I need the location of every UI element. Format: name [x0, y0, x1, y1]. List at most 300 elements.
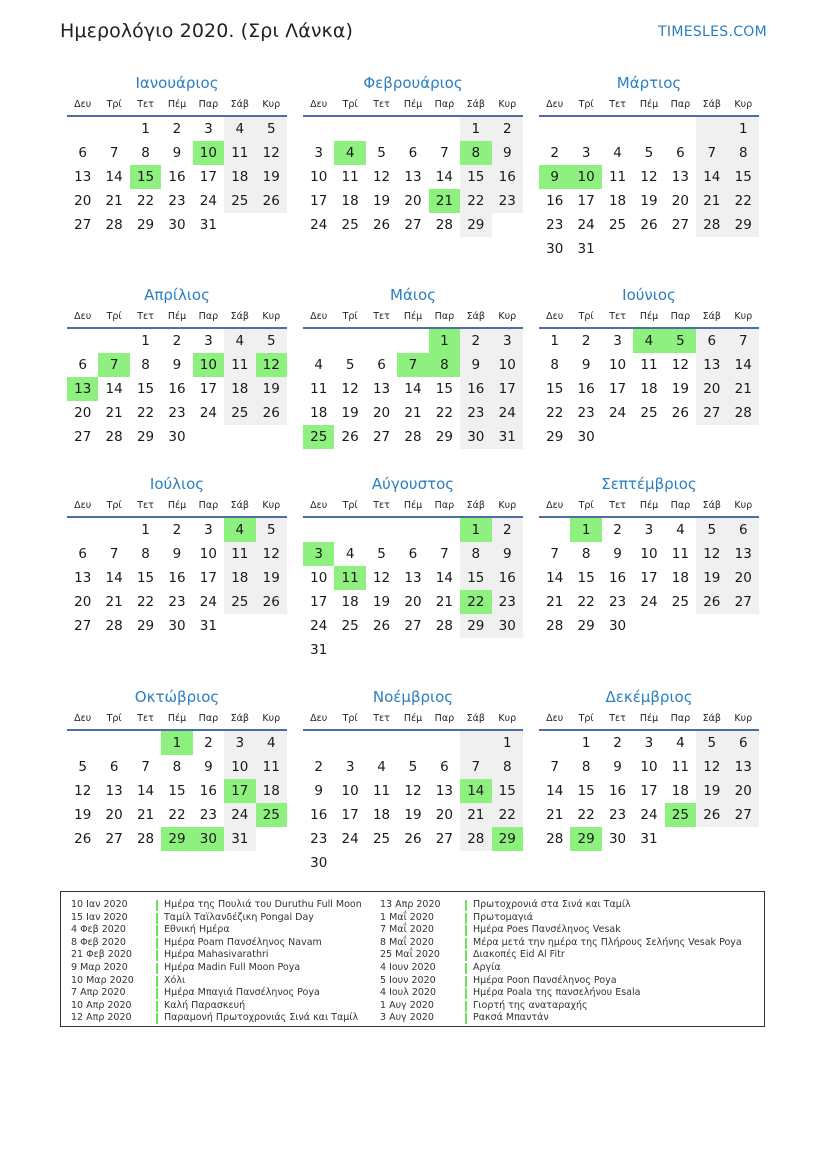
day-cell: 2: [172, 121, 182, 137]
holiday-date: 9 Μαρ 2020: [71, 961, 128, 973]
holiday-name: Ημέρα της Πουλιά του Duruthu Full Moon: [164, 899, 362, 910]
day-cell: 28: [435, 618, 453, 634]
month-calendar: [303, 72, 523, 237]
weekday-label: Σάβ: [230, 311, 249, 322]
weekday-label: Παρ: [670, 311, 691, 322]
day-cell: 2: [550, 145, 559, 161]
day-cell: 27: [105, 831, 123, 847]
holiday-date: 10 Ιαν 2020: [71, 899, 128, 910]
holiday-day-cell: 29: [161, 827, 192, 851]
day-cell: 17: [310, 594, 328, 610]
empty-cell: [397, 518, 428, 542]
empty-cell: [696, 117, 727, 141]
holiday-day-cell: 13: [67, 377, 98, 401]
holiday-day-cell: 15: [130, 165, 161, 189]
weekday-label: Σάβ: [230, 713, 249, 724]
day-cell: 27: [74, 429, 92, 445]
day-cell: 22: [728, 189, 759, 213]
month-name: Μάρτιος: [616, 74, 682, 92]
day-cell: 7: [696, 141, 727, 165]
weekday-label: Δευ: [310, 713, 328, 724]
day-cell: 14: [105, 169, 123, 185]
holiday-date: 13 Απρ 2020: [380, 899, 441, 910]
day-cell: 30: [608, 618, 627, 634]
weekday-label: Κυρ: [498, 311, 517, 322]
empty-cell: [334, 117, 365, 141]
day-cell: 10: [608, 357, 627, 373]
empty-cell: [303, 117, 334, 141]
holiday-day-cell: 1: [429, 329, 460, 353]
month-name: Ιούλιος: [149, 475, 205, 493]
empty-cell: [460, 731, 491, 755]
day-grid: [303, 329, 523, 449]
weekday-label: Τετ: [373, 713, 390, 724]
holiday-column-left: [71, 899, 362, 1025]
holiday-name: Γιορτή της αναταραχής: [473, 999, 588, 1011]
holiday-marker: [465, 938, 467, 949]
day-cell: 3: [644, 735, 654, 751]
holiday-date: 10 Απρ 2020: [71, 999, 132, 1011]
day-cell: 12: [696, 755, 727, 779]
day-cell: 25: [341, 618, 359, 634]
weekday-label: Τετ: [137, 311, 154, 322]
day-cell: 12: [256, 141, 287, 165]
day-cell: 3: [204, 333, 213, 349]
day-cell: 14: [546, 570, 564, 586]
day-cell: 1: [492, 731, 523, 755]
day-cell: 27: [372, 429, 391, 445]
day-cell: 23: [492, 189, 523, 213]
day-cell: 1: [141, 121, 150, 137]
holiday-day-cell: 10: [193, 141, 224, 165]
weekday-label: Κυρ: [262, 713, 281, 724]
day-cell: 5: [256, 518, 287, 542]
day-cell: 6: [78, 357, 87, 373]
day-cell: 3: [613, 333, 622, 349]
day-cell: 26: [372, 618, 391, 634]
day-cell: 12: [256, 542, 287, 566]
day-cell: 23: [199, 807, 217, 823]
holiday-day-cell: 22: [460, 590, 491, 614]
day-cell: 17: [341, 807, 359, 823]
holiday-row: [71, 937, 362, 950]
month-name: Σεπτέμβριος: [601, 475, 697, 493]
day-cell: 31: [640, 831, 658, 847]
day-cell: 20: [728, 566, 759, 590]
weekday-header: [67, 307, 287, 329]
holiday-day-cell: 3: [303, 542, 334, 566]
brand-link[interactable]: TIMESLES.COM: [658, 24, 767, 40]
day-cell: 31: [310, 642, 328, 658]
day-cell: 20: [696, 377, 727, 401]
holiday-list: [60, 891, 765, 1027]
day-cell: 6: [696, 329, 727, 353]
holiday-marker: [156, 988, 158, 999]
day-cell: 27: [404, 618, 422, 634]
day-cell: 25: [224, 590, 255, 614]
day-cell: 19: [696, 566, 727, 590]
weekday-label: Δευ: [74, 311, 92, 322]
day-cell: 26: [404, 831, 422, 847]
holiday-date: 15 Ιαν 2020: [71, 911, 128, 923]
holiday-row: [380, 924, 742, 937]
holiday-row: [71, 1012, 362, 1025]
day-cell: 28: [696, 213, 727, 237]
day-cell: 17: [199, 570, 217, 586]
day-cell: 27: [671, 217, 689, 233]
day-cell: 9: [613, 759, 622, 775]
day-cell: 28: [435, 217, 453, 233]
day-cell: 21: [546, 807, 564, 823]
day-cell: 3: [204, 121, 213, 137]
holiday-name: Ημέρα Madin Full Moon Poya: [164, 961, 301, 973]
weekday-label: Σάβ: [230, 500, 249, 511]
day-cell: 10: [310, 169, 328, 185]
weekday-header: [539, 709, 759, 731]
weekday-label: Δευ: [74, 500, 92, 511]
day-grid: [67, 731, 287, 851]
weekday-label: Δευ: [74, 99, 92, 110]
holiday-name: Πρωτομαγιά: [473, 911, 534, 923]
month-calendar: [67, 72, 287, 237]
weekday-header: [539, 95, 759, 117]
day-cell: 7: [728, 329, 759, 353]
day-cell: 16: [168, 381, 186, 397]
weekday-label: Παρ: [670, 99, 691, 110]
day-cell: 6: [728, 518, 759, 542]
empty-cell: [334, 731, 365, 755]
day-cell: 20: [435, 807, 453, 823]
day-cell: 16: [199, 783, 217, 799]
empty-cell: [98, 117, 129, 141]
day-cell: 6: [78, 546, 87, 562]
weekday-header: [67, 496, 287, 518]
day-cell: 7: [550, 759, 559, 775]
holiday-date: 4 Φεβ 2020: [71, 924, 126, 936]
month-name: Μάιος: [390, 286, 436, 304]
day-cell: 17: [640, 783, 658, 799]
day-cell: 31: [492, 425, 523, 449]
holiday-date: 1 Μαΐ 2020: [380, 911, 434, 923]
day-cell: 21: [696, 189, 727, 213]
day-cell: 12: [341, 381, 359, 397]
day-cell: 4: [377, 759, 386, 775]
day-cell: 19: [74, 807, 92, 823]
empty-cell: [602, 117, 633, 141]
holiday-marker: [465, 950, 467, 961]
day-cell: 31: [224, 827, 255, 851]
day-cell: 28: [546, 831, 564, 847]
holiday-marker: [156, 900, 158, 911]
weekday-label: Πέμ: [403, 500, 423, 511]
holiday-name: Παραμονή Πρωτοχρονιάς Σινά και Ταμίλ: [164, 1012, 359, 1024]
holiday-date: 12 Απρ 2020: [71, 1012, 132, 1024]
day-cell: 28: [404, 429, 422, 445]
day-cell: 11: [372, 783, 391, 799]
day-grid: [539, 731, 759, 851]
day-cell: 23: [310, 831, 328, 847]
day-cell: 13: [404, 570, 422, 586]
day-cell: 27: [728, 590, 759, 614]
empty-cell: [303, 731, 334, 755]
day-cell: 20: [728, 779, 759, 803]
day-grid: [539, 518, 759, 638]
weekday-label: Σάβ: [466, 500, 485, 511]
weekday-label: Πέμ: [403, 713, 423, 724]
day-cell: 2: [172, 333, 182, 349]
day-cell: 5: [696, 731, 727, 755]
empty-cell: [539, 518, 570, 542]
day-cell: 21: [546, 594, 564, 610]
weekday-header: [539, 496, 759, 518]
day-cell: 28: [546, 618, 564, 634]
empty-cell: [397, 117, 428, 141]
holiday-row: [71, 987, 362, 1000]
day-cell: 3: [314, 145, 323, 161]
weekday-label: Σάβ: [702, 311, 721, 322]
day-cell: 23: [546, 217, 564, 233]
holiday-name: Ημέρα Poon Πανσέληνος Poya: [473, 974, 617, 986]
day-cell: 6: [377, 357, 386, 373]
day-cell: 4: [676, 735, 685, 751]
day-cell: 23: [608, 807, 627, 823]
day-cell: 18: [224, 165, 255, 189]
day-cell: 26: [256, 401, 287, 425]
holiday-day-cell: 8: [460, 141, 491, 165]
weekday-label: Παρ: [198, 99, 219, 110]
empty-cell: [366, 329, 397, 353]
day-cell: 7: [141, 759, 150, 775]
empty-cell: [98, 518, 129, 542]
day-cell: 16: [492, 566, 523, 590]
day-cell: 23: [577, 405, 595, 421]
day-cell: 3: [224, 731, 255, 755]
holiday-day-cell: 1: [570, 518, 601, 542]
empty-cell: [303, 329, 334, 353]
holiday-marker: [465, 1013, 467, 1024]
day-cell: 30: [168, 618, 186, 634]
day-cell: 8: [728, 141, 759, 165]
day-cell: 17: [640, 570, 658, 586]
holiday-row: [71, 924, 362, 937]
day-cell: 26: [74, 831, 92, 847]
day-cell: 24: [310, 618, 328, 634]
day-cell: 3: [644, 522, 654, 538]
month-name: Νοέμβριος: [372, 688, 454, 706]
empty-cell: [539, 731, 570, 755]
day-cell: 10: [640, 759, 658, 775]
day-cell: 9: [204, 759, 213, 775]
empty-cell: [665, 117, 696, 141]
holiday-marker: [465, 976, 467, 987]
day-cell: 11: [671, 546, 689, 562]
day-grid: [303, 731, 523, 875]
weekday-label: Τετ: [609, 500, 626, 511]
holiday-marker: [156, 963, 158, 974]
weekday-label: Κυρ: [734, 311, 753, 322]
holiday-marker: [465, 900, 467, 911]
month-calendar: [539, 284, 759, 449]
day-cell: 27: [728, 803, 759, 827]
day-cell: 25: [608, 217, 627, 233]
day-cell: 18: [224, 377, 255, 401]
day-cell: 5: [408, 759, 418, 775]
day-cell: 6: [408, 145, 418, 161]
day-cell: 18: [671, 783, 689, 799]
day-cell: 28: [105, 429, 123, 445]
month-calendar: [303, 686, 523, 875]
empty-cell: [570, 117, 601, 141]
weekday-label: Τρί: [106, 713, 122, 724]
weekday-label: Σάβ: [702, 99, 721, 110]
day-cell: 23: [492, 590, 523, 614]
day-cell: 16: [608, 570, 627, 586]
day-cell: 17: [199, 169, 217, 185]
holiday-date: 7 Μαΐ 2020: [380, 924, 434, 936]
holiday-marker: [465, 963, 467, 974]
weekday-label: Τετ: [609, 311, 626, 322]
day-cell: 18: [671, 570, 689, 586]
holiday-row: [380, 912, 742, 925]
holiday-row: [71, 975, 362, 988]
weekday-label: Τρί: [578, 99, 594, 110]
day-cell: 30: [608, 831, 627, 847]
weekday-label: Δευ: [546, 99, 564, 110]
day-cell: 10: [640, 546, 658, 562]
day-cell: 4: [345, 546, 355, 562]
day-cell: 25: [341, 217, 359, 233]
day-cell: 22: [492, 803, 523, 827]
day-cell: 3: [492, 329, 523, 353]
holiday-name: Ημέρα Mahasivarathri: [164, 949, 269, 961]
day-cell: 28: [460, 827, 491, 851]
day-cell: 27: [74, 217, 92, 233]
day-cell: 17: [577, 193, 595, 209]
day-cell: 11: [310, 381, 328, 397]
holiday-day-cell: 29: [492, 827, 523, 851]
day-cell: 9: [460, 353, 491, 377]
day-cell: 6: [440, 759, 449, 775]
day-cell: 17: [199, 381, 217, 397]
holiday-row: [380, 962, 742, 975]
page-title: Ημερολόγιο 2020. (Σρι Λάνκα): [60, 20, 353, 42]
day-cell: 18: [372, 807, 391, 823]
empty-cell: [334, 518, 365, 542]
day-cell: 6: [728, 731, 759, 755]
day-cell: 2: [204, 735, 213, 751]
day-cell: 5: [256, 329, 287, 353]
day-cell: 22: [168, 807, 186, 823]
day-cell: 15: [492, 779, 523, 803]
day-cell: 23: [460, 401, 491, 425]
holiday-date: 25 Μαΐ 2020: [380, 949, 440, 961]
empty-cell: [633, 117, 664, 141]
weekday-label: Τετ: [137, 713, 154, 724]
empty-cell: [67, 731, 98, 755]
day-cell: 13: [372, 381, 391, 397]
empty-cell: [397, 731, 428, 755]
weekday-label: Δευ: [310, 311, 328, 322]
day-cell: 19: [640, 193, 658, 209]
day-cell: 11: [341, 169, 359, 185]
day-cell: 27: [435, 831, 453, 847]
holiday-day-cell: 4: [633, 329, 664, 353]
day-cell: 13: [728, 542, 759, 566]
day-cell: 12: [696, 542, 727, 566]
day-cell: 18: [341, 193, 359, 209]
day-cell: 6: [408, 546, 418, 562]
day-cell: 23: [608, 594, 627, 610]
holiday-day-cell: 11: [334, 566, 365, 590]
holiday-date: 8 Φεβ 2020: [71, 936, 126, 948]
weekday-header: [303, 496, 523, 518]
day-cell: 7: [550, 546, 559, 562]
day-cell: 26: [256, 590, 287, 614]
day-cell: 14: [546, 783, 564, 799]
day-cell: 25: [224, 401, 255, 425]
weekday-label: Κυρ: [734, 500, 753, 511]
day-cell: 31: [199, 217, 217, 233]
weekday-header: [67, 709, 287, 731]
month-name: Απρίλιος: [144, 286, 210, 304]
weekday-label: Σάβ: [230, 99, 249, 110]
day-cell: 16: [168, 169, 186, 185]
day-cell: 29: [728, 213, 759, 237]
day-cell: 30: [492, 614, 523, 638]
day-cell: 5: [696, 518, 727, 542]
month-calendar: [303, 473, 523, 662]
empty-cell: [366, 117, 397, 141]
holiday-marker: [156, 913, 158, 924]
weekday-header: [539, 307, 759, 329]
month-name: Φεβρουάριος: [363, 74, 463, 92]
day-cell: 21: [728, 377, 759, 401]
day-cell: 9: [172, 546, 182, 562]
day-cell: 20: [74, 193, 92, 209]
day-cell: 20: [105, 807, 123, 823]
day-cell: 8: [141, 546, 150, 562]
day-cell: 1: [460, 117, 491, 141]
holiday-row: [380, 987, 742, 1000]
weekday-label: Δευ: [546, 713, 564, 724]
holiday-name: Ημέρα Μπαγιά Πανσέληνος Poya: [164, 987, 320, 999]
day-cell: 24: [608, 405, 627, 421]
weekday-label: Παρ: [670, 500, 691, 511]
day-cell: 24: [341, 831, 359, 847]
day-cell: 11: [224, 353, 255, 377]
holiday-name: Ταμίλ Ταϊλανδέζικη Pongal Day: [164, 911, 314, 923]
weekday-label: Πέμ: [167, 500, 187, 511]
day-cell: 29: [546, 429, 564, 445]
day-cell: 24: [199, 594, 217, 610]
month-calendar: [67, 686, 287, 851]
holiday-date: 8 Μαΐ 2020: [380, 936, 434, 948]
weekday-label: Τρί: [342, 500, 358, 511]
holiday-marker: [465, 1001, 467, 1012]
weekday-label: Κυρ: [498, 713, 517, 724]
day-cell: 8: [581, 759, 591, 775]
day-cell: 13: [671, 169, 689, 185]
day-cell: 6: [109, 759, 119, 775]
holiday-marker: [156, 1013, 158, 1024]
day-cell: 24: [199, 405, 217, 421]
holiday-row: [71, 912, 362, 925]
day-cell: 15: [435, 381, 453, 397]
holiday-day-cell: 4: [334, 141, 365, 165]
day-cell: 30: [168, 429, 186, 445]
day-cell: 12: [372, 169, 391, 185]
weekday-label: Πέμ: [639, 500, 659, 511]
